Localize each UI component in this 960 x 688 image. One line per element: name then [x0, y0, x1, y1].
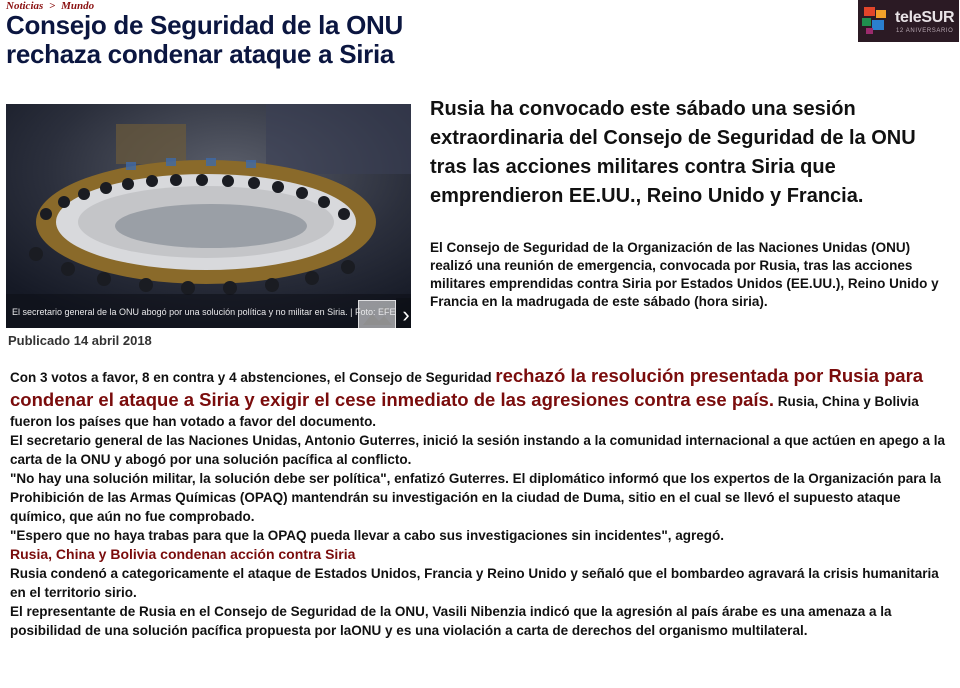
breadcrumb-separator: > [49, 0, 56, 12]
vote-text-end: Rusia, China y Bolivia fueron los países que han votado a favor del documento. [10, 394, 919, 429]
article-intro: El Consejo de Seguridad de la Organización de las Naciones Unidas (ONU) realizó una reunión de emergencia, convocada por Rusia, tras las acciones militares emprendidas contra Siria por Estados Unidos (EE.UU.), Reino Unido y Francia en la madrugada de este sábado (hora siria). [430, 240, 939, 309]
logo-tagline: 12 ANIVERSARIO [896, 28, 954, 34]
telesur-logo[interactable] [858, 0, 959, 42]
photo-caption: El secretario general de la ONU abogó por una solución política y no militar en Siria. | Foto: EFE [12, 307, 396, 317]
vote-text-start: Con 3 votos a favor, 8 en contra y 4 abstenciones, el Consejo de Seguridad [10, 370, 496, 385]
un-security-council-photo [6, 104, 411, 328]
logo-brand-text: teleSUR [895, 9, 955, 26]
body-paragraph-vote [10, 364, 945, 431]
article-lead: Rusia ha convocado este sábado una sesión extraordinaria del Consejo de Seguridad de la ONU tras las acciones militares contra Siria que emprendieron EE.UU., Reino Unido y Francia. [430, 98, 916, 207]
breadcrumb-link-mundo[interactable]: Mundo [61, 0, 95, 12]
publish-date: Publicado 14 abril 2018 [8, 333, 152, 348]
article-body [10, 364, 945, 640]
body-subheading: Rusia, China y Bolivia condenan acción contra Siria [10, 546, 356, 562]
body-paragraph-quote: "No hay una solución militar, la solución debe ser política", enfatizó Guterres. El diplomático informó que los expertos de la Organización para la Prohibición de las Armas Químicas (OPAQ) mantendrán su investigación en la ciudad de Duma, sitio en el cual se llevó el supuesto ataque químico, que aún no fue comprobado. [10, 471, 942, 524]
article-headline: Consejo de Seguridad de la ONU rechaza condenar ataque a Siria [6, 10, 403, 69]
body-paragraph-nibenzia: El representante de Rusia en el Consejo de Seguridad de la ONU, Vasili Nibenzia indicó que la agresión al país árabe es una amenaza a la posibilidad de una solución pacífica propuesta por laONU y es una violación a carta de derechos del organismo multilateral. [10, 604, 892, 638]
breadcrumb-link-noticias[interactable]: Noticias [6, 0, 44, 12]
chevron-right-icon: › [402, 302, 410, 327]
telesur-logo-mark [862, 5, 890, 35]
body-paragraph-russia: Rusia condenó a categoricamente el ataque de Estados Unidos, Francia y Reino Unido y señaló que el bombardeo agravará la crisis humanitaria en el territorio sirio. [10, 566, 939, 600]
article-photo[interactable] [6, 104, 411, 328]
body-paragraph-guterres: El secretario general de las Naciones Unidas, Antonio Guterres, inició la sesión instando a la comunidad internacional a que actúen en apego a la carta de la ONU y abogó por una solución pacífica al conflicto. [10, 433, 946, 467]
vote-highlight: rechazó la resolución presentada por Rusia para condenar el ataque a Siria y exigir el cese inmediato de las agresiones contra ese país. [10, 365, 924, 410]
body-paragraph-opaq: "Espero que no haya trabas para que la OPAQ pueda llevar a cabo sus investigaciones sin incidentes", agregó. [10, 528, 725, 543]
